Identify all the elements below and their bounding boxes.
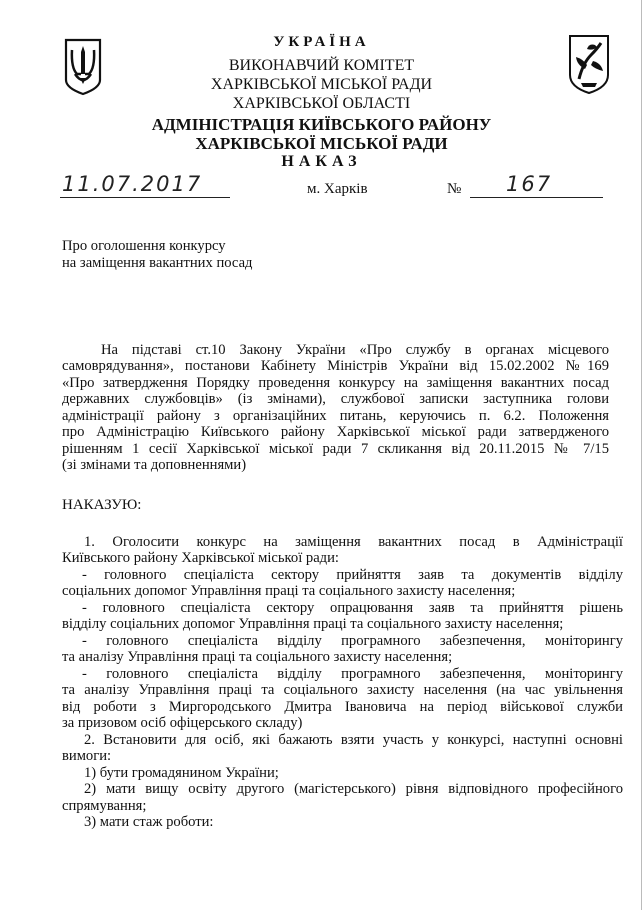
administration-line-2: ХАРКІВСЬКОЇ МІСЬКОЇ РАДИ: [195, 134, 448, 153]
preamble-line: (зі змінами та доповненнями): [62, 457, 247, 473]
body-line: - головного спеціаліста сектору опрацювання заяв та прийняття рішень: [82, 600, 623, 616]
number-label: №: [447, 181, 462, 197]
body-line: 1) бути громадянином України;: [84, 765, 279, 781]
preamble-line: самоврядування», постанови Кабінету Міністрів України від 15.02.2002 №169: [62, 358, 609, 374]
subject-line-1: Про оголошення конкурсу: [62, 238, 226, 254]
preamble-line: «Про затвердження Порядку проведення конкурсу на заміщення вакантних посад: [62, 375, 609, 391]
body-line: 3) мати стаж роботи:: [84, 814, 214, 830]
body-line: соціальних допомог Управління праці та соціального захисту населення;: [62, 583, 516, 599]
body-line: вимоги:: [62, 748, 112, 764]
preamble-line: На підставі ст.10 Закону України «Про службу в органах місцевого: [101, 342, 609, 358]
committee-line-2: ХАРКІВСЬКОЇ МІСЬКОЇ РАДИ: [210, 76, 433, 93]
page-edge: [641, 0, 642, 910]
handwritten-date: 11.07.2017: [62, 172, 203, 196]
city-label: м. Харків: [307, 181, 368, 197]
date-underline: [60, 197, 230, 198]
committee-line-3: ХАРКІВСЬКОЇ ОБЛАСТІ: [232, 95, 411, 112]
body-line: спрямування;: [62, 798, 147, 814]
handwritten-number: 167: [506, 172, 553, 196]
preamble-line: державних службовців» (із змінами), службової записки заступника голови: [62, 391, 609, 407]
country-heading: УКРАЇНА: [273, 34, 370, 50]
body-line: та аналізу Управління праці та соціального захисту населення;: [62, 649, 453, 665]
subject-line-2: на заміщення вакантних посад: [62, 255, 253, 271]
body-line: 2. Встановити для осіб, які бажають взяти участь у конкурсі, наступні основні: [84, 732, 623, 748]
preamble-line: про Адміністрацію Київського району Харківської міської ради затвердженого: [62, 424, 609, 440]
committee-line-1: ВИКОНАВЧИЙ КОМІТЕТ: [228, 57, 415, 74]
body-line: за призовом осіб офіцерського складу): [62, 715, 303, 731]
body-line: та аналізу Управління праці та соціального захисту населення (на час увільнення: [62, 682, 623, 698]
administration-line-1: АДМІНІСТРАЦІЯ КИЇВСЬКОГО РАЙОНУ: [151, 115, 492, 134]
body-line: - головного спеціаліста відділу програмного забезпечення, моніторингу: [82, 633, 623, 649]
preamble-line: рішенням 1 сесії Харківської міської ради 7 скликання від 20.11.2015 № 7/15: [62, 441, 609, 457]
body-line: 2) мати вищу освіту другого (магістерського) рівня відповідного професійного: [84, 781, 623, 797]
body-line: від роботи з Миргородського Дмитра Івановича на період військової служби: [62, 699, 623, 715]
body-line: Київського району Харківської міської ради:: [62, 550, 339, 566]
body-line: - головного спеціаліста сектору прийняття заяв та документів відділу: [82, 567, 623, 583]
body-line: - головного спеціаліста відділу програмного забезпечення, моніторингу: [82, 666, 623, 682]
order-word: НАКАЗУЮ:: [62, 497, 142, 513]
number-underline: [470, 197, 603, 198]
body-line: 1. Оголосити конкурс на заміщення вакантних посад в Адміністрації: [84, 534, 623, 550]
document-type-title: НАКАЗ: [281, 153, 362, 170]
body-line: відділу соціальних допомог Управління праці та соціального захисту населення;: [62, 616, 564, 632]
preamble-line: адміністрації району з організаційних питань, керуючись п. 6.2. Положення: [62, 408, 609, 424]
